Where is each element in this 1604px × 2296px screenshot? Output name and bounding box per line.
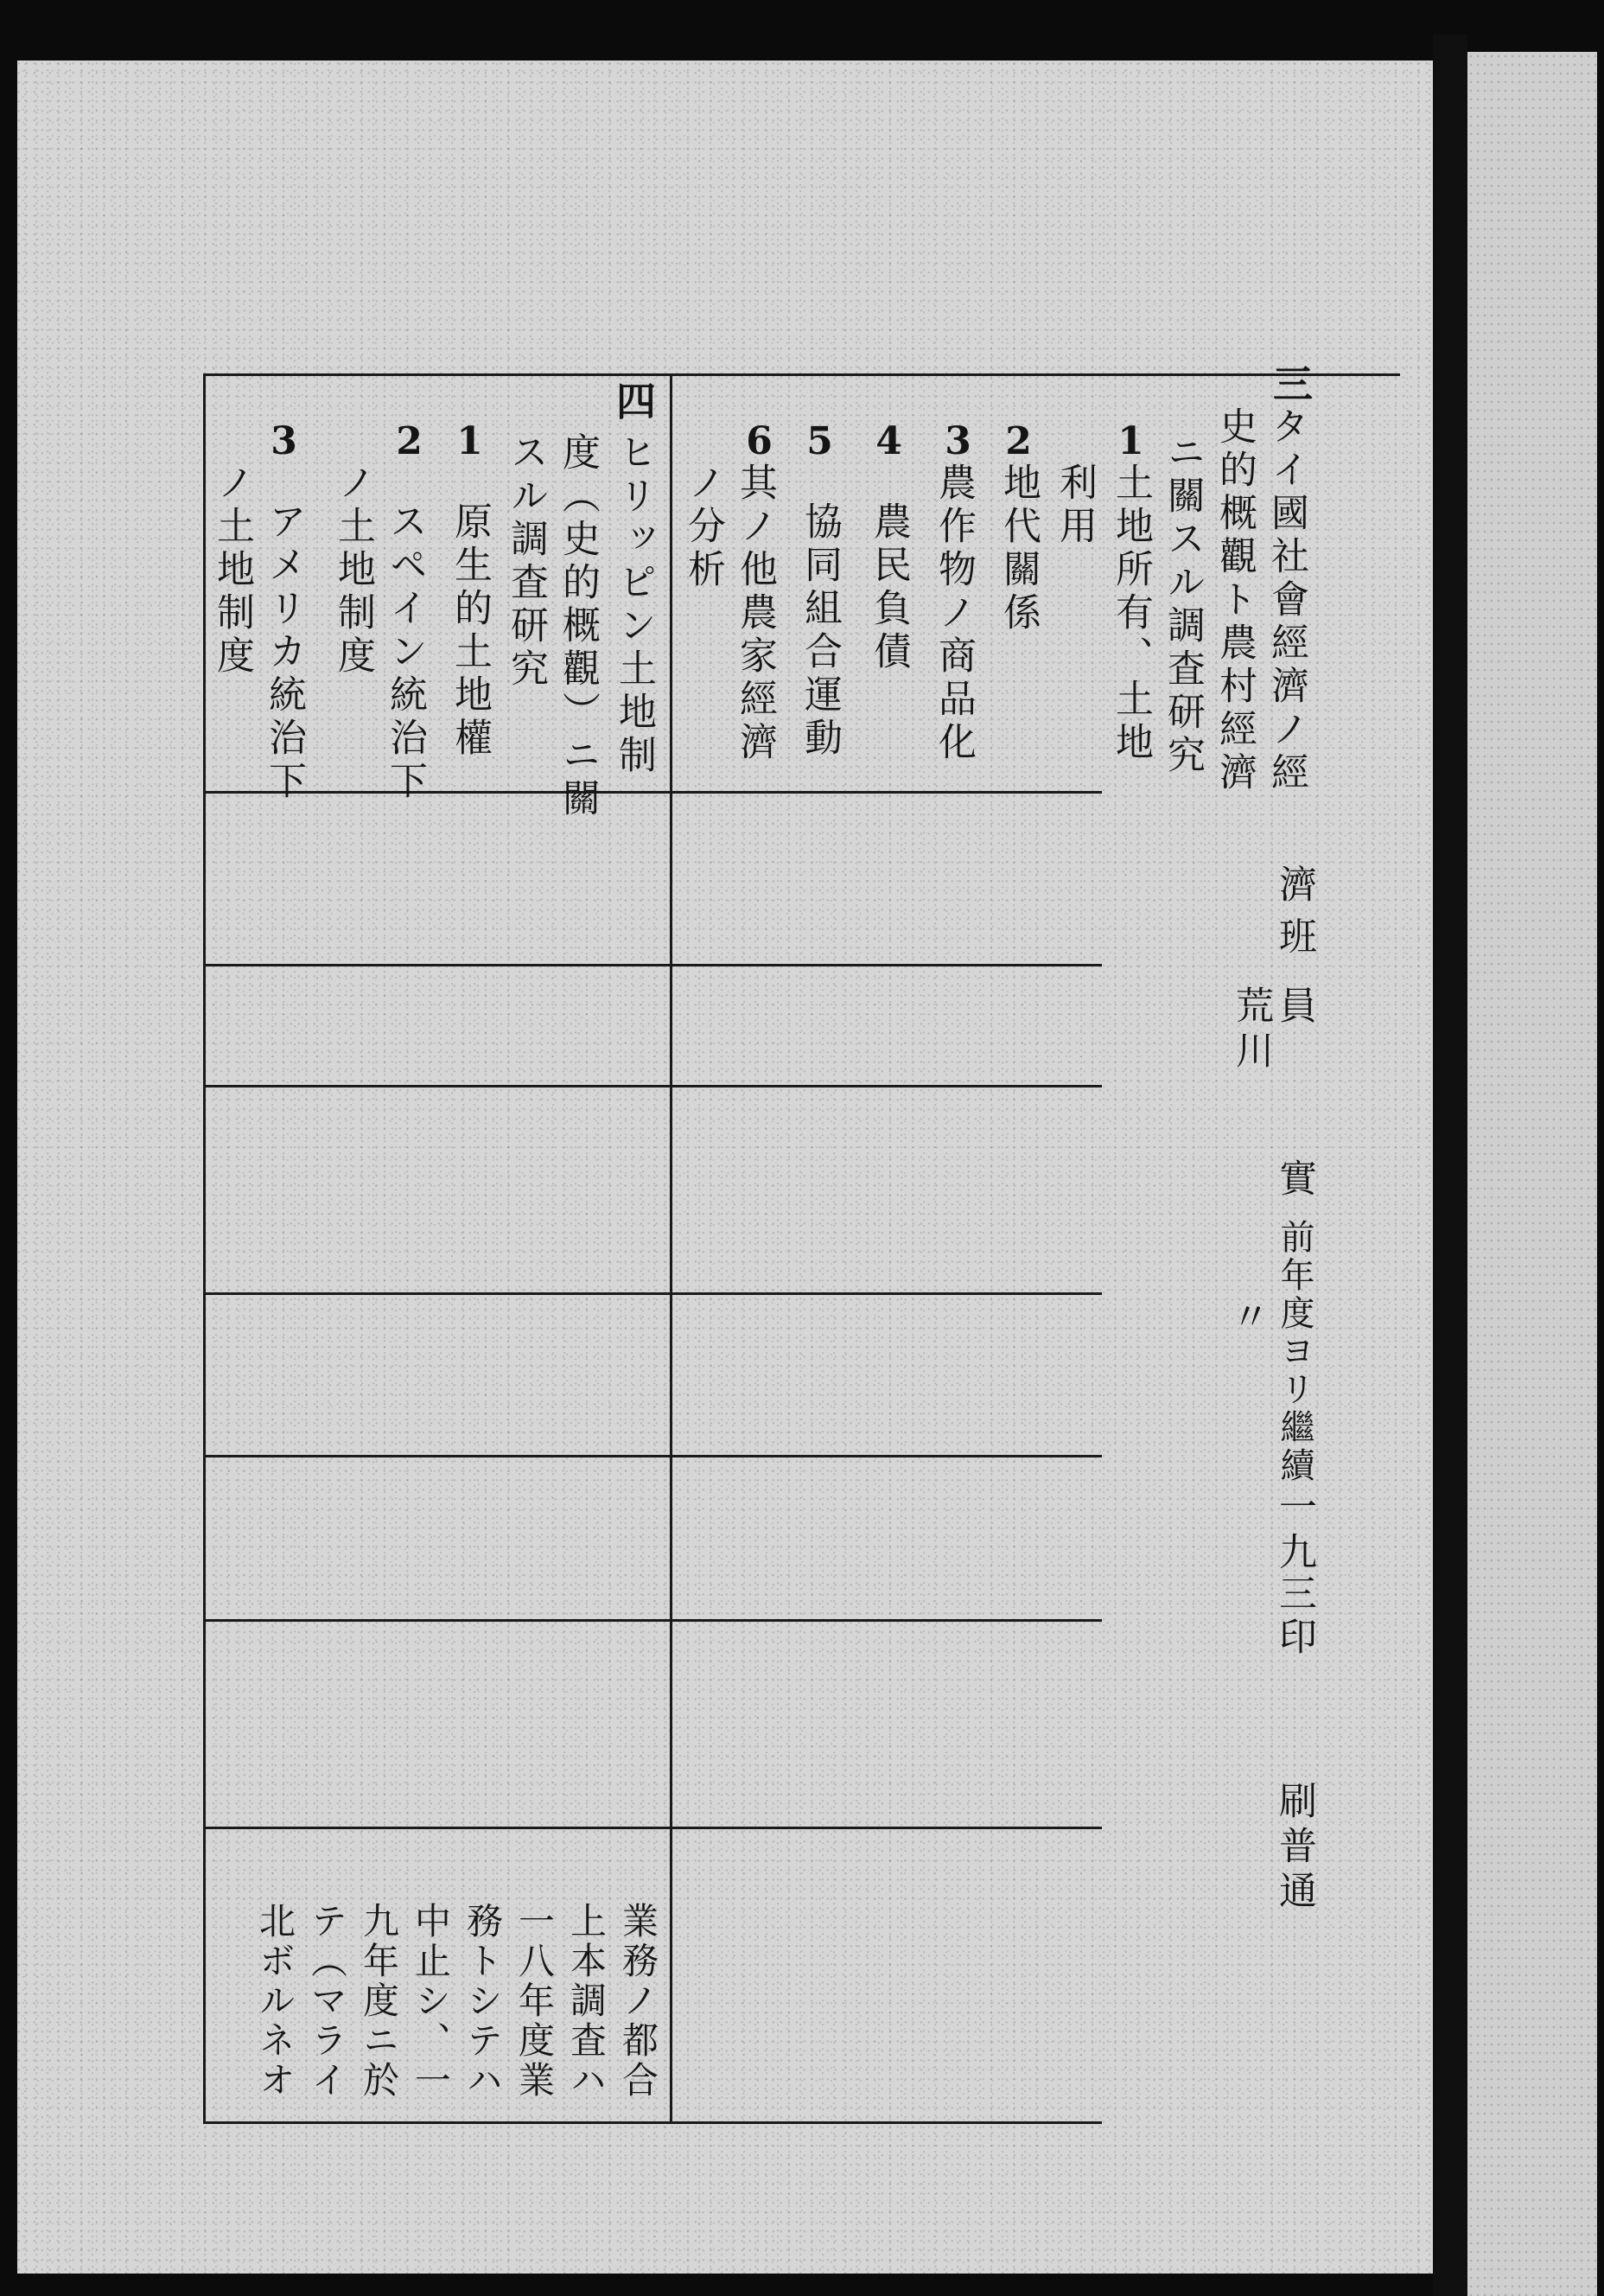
section4-item2-text: スペイン統治下 (383, 501, 427, 804)
section3-item3-text: 農作物ノ商品化 (932, 462, 976, 765)
staff-dept: 班 (1272, 916, 1316, 961)
section3-title-line1: タイ國社會經濟ノ經 (1264, 406, 1308, 795)
table-bottom-border (203, 2121, 1102, 2124)
section4-item1-number: 1 (448, 419, 492, 469)
continuation-text: 前年度ヨリ繼續 (1275, 1219, 1314, 1485)
note-line-6: 九年度ニ於 (358, 1902, 400, 2101)
print-label: 刷普通 (1272, 1781, 1316, 1916)
table-column-divider (670, 373, 672, 2124)
staff-role: 員 (1272, 985, 1316, 1030)
section3-item2-text: 地代關係 (996, 462, 1041, 635)
section3-title-line2: 史的概觀ト農村經濟 (1213, 406, 1257, 795)
section3-title-line3: ニ關スル調査研究 (1161, 432, 1205, 778)
note-line-2: 上本調査ハ (565, 1902, 608, 2101)
note-line-4: 務トシテハ (461, 1902, 504, 2101)
note-line-3: 一八年度業 (513, 1902, 556, 2101)
section3-item6-number: 6 (737, 419, 781, 469)
section4-title-line2: 度（史的概觀）ニ關 (556, 432, 600, 821)
section3-item1-continuation: 利用 (1053, 462, 1097, 549)
section3-item4-text: 農民負債 (867, 501, 911, 674)
section3-item5-number: 5 (798, 419, 842, 469)
staff-name: 荒川 (1229, 985, 1273, 1075)
section4-title-line3: スル調査研究 (504, 432, 548, 692)
section4-item2-number: 2 (387, 419, 431, 469)
year: 一九 (1272, 1487, 1316, 1577)
section4-title-line1: ヒリッピン土地制 (612, 432, 656, 778)
table-row-rule (203, 1827, 1102, 1829)
adjacent-page-edge (1467, 52, 1597, 2296)
table-top-border (203, 373, 1400, 376)
continuation-mark: 〃 (1225, 1297, 1269, 1342)
section3-item6-continuation: ノ分析 (681, 462, 725, 592)
table-row-rule (203, 964, 1102, 966)
print-mark: 印 (1272, 1617, 1316, 1661)
section3-item2-number: 2 (996, 419, 1041, 469)
book-spine (1433, 35, 1467, 2296)
note-line-5: 中止シ、一 (410, 1902, 452, 2101)
staff-budget: 實 (1272, 1158, 1316, 1203)
section3-item6-text: 其ノ他農家經濟 (733, 462, 777, 765)
staff-class: 濟 (1272, 864, 1316, 909)
section3-item1-text: 土地所有、土地 (1109, 462, 1153, 765)
section3-item4-number: 4 (867, 419, 911, 469)
section4-item2-continuation: ノ土地制度 (331, 462, 375, 679)
table-row-rule (203, 1455, 1102, 1457)
note-line-8: 北ボルネオ (254, 1902, 296, 2101)
section3-item1-number: 1 (1109, 419, 1153, 469)
table-row-rule (203, 1619, 1102, 1622)
section4-item3-text: アメリカ統治下 (262, 501, 306, 804)
section4-item3-number: 3 (262, 419, 306, 469)
note-line-7: テ（マライ (306, 1902, 348, 2101)
table-row-rule (203, 791, 1102, 794)
year-extra: 三 (1272, 1573, 1316, 1618)
table-left-border (203, 373, 206, 2124)
note-line-1: 業務ノ都合 (617, 1902, 659, 2101)
section4-item3-continuation: ノ土地制度 (210, 462, 254, 679)
document-page (17, 61, 1433, 2274)
section3-number: 三 (1267, 363, 1314, 408)
table-row-rule (203, 1085, 1102, 1087)
section4-number: 四 (610, 380, 657, 425)
table-row-rule (203, 1292, 1102, 1295)
section4-item1-text: 原生的土地權 (448, 501, 492, 761)
section3-item5-text: 協同組合運動 (798, 501, 842, 761)
section3-item3-number: 3 (936, 419, 980, 469)
